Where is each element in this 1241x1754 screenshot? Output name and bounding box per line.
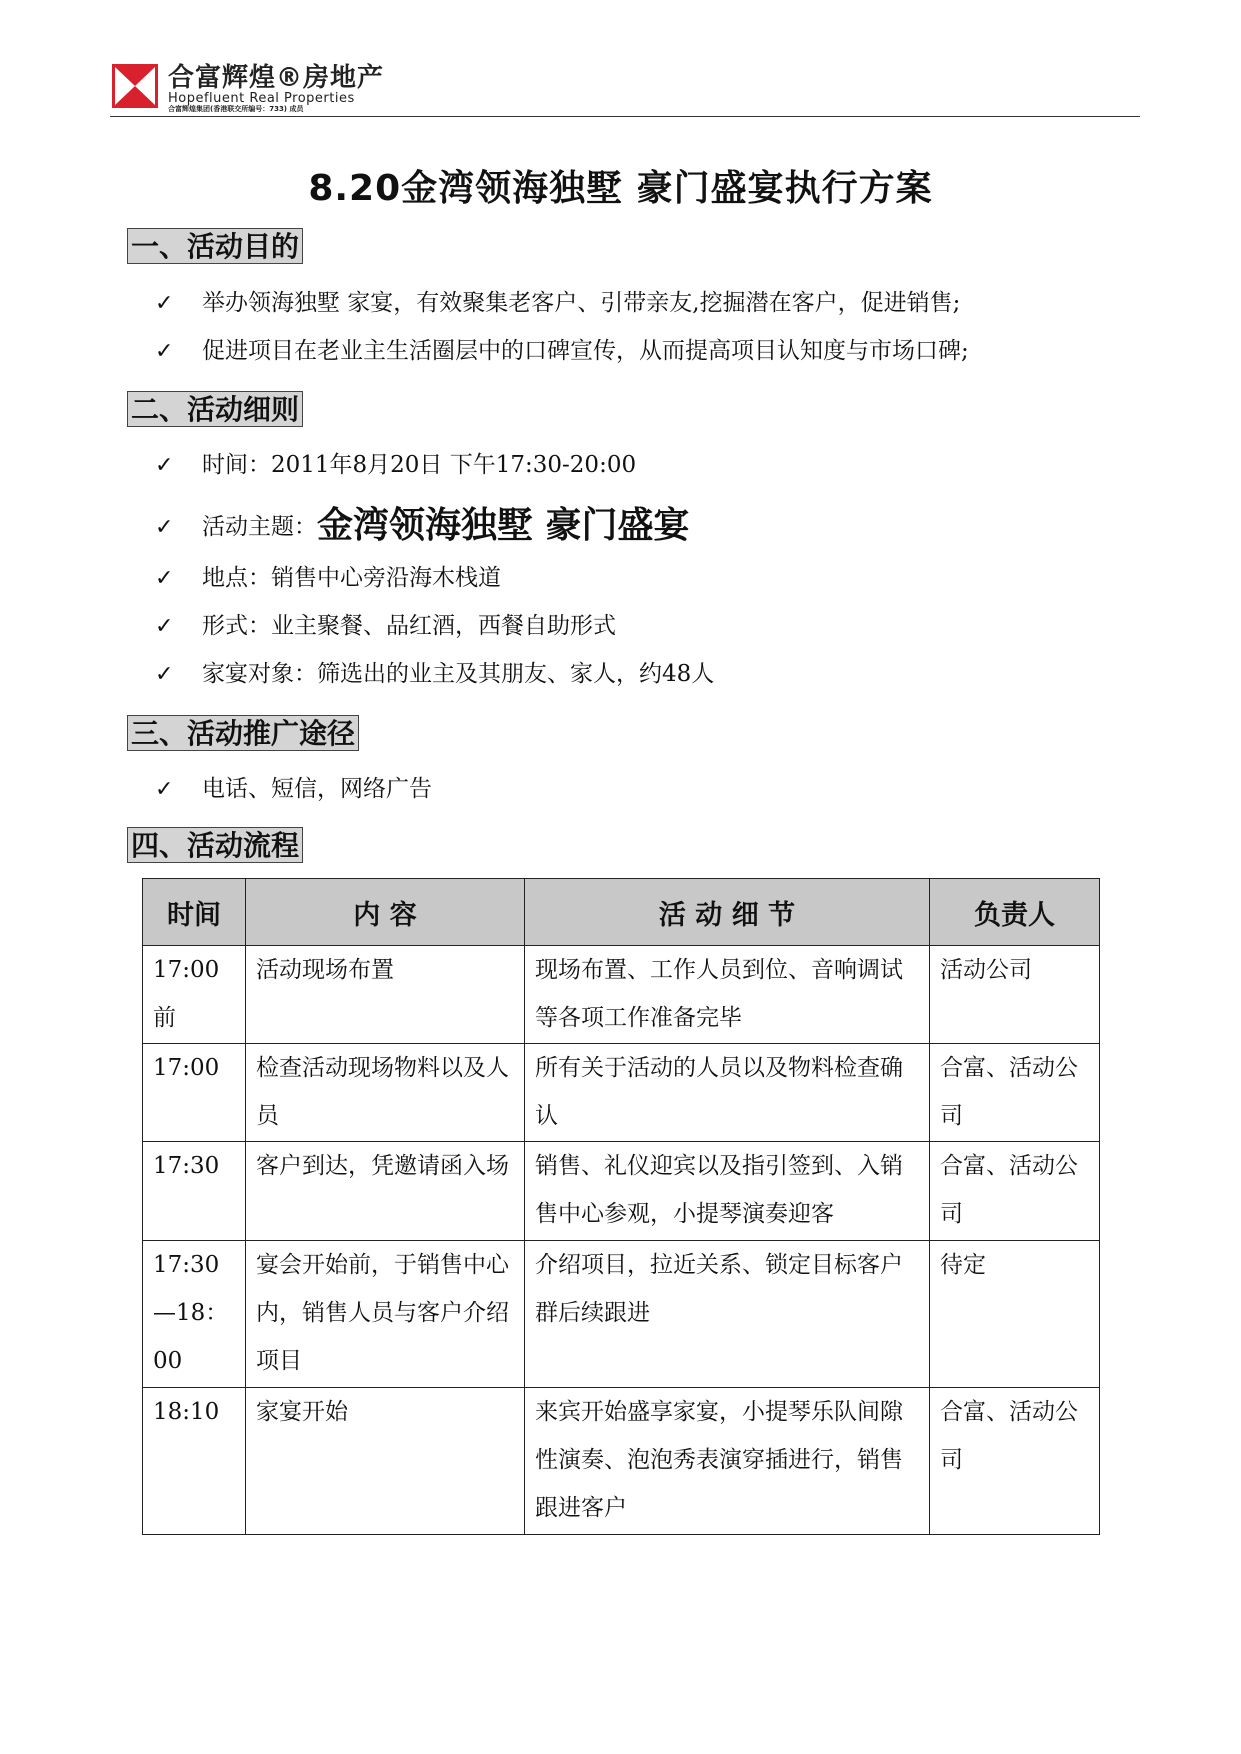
check-icon: ✓ xyxy=(155,339,174,364)
section-heading-purpose: 一、活动目的 xyxy=(127,228,303,264)
table-row xyxy=(143,1142,1100,1241)
check-icon: ✓ xyxy=(155,614,174,639)
cell-owner: 待定 xyxy=(930,1241,1100,1388)
check-icon: ✓ xyxy=(155,291,174,316)
bullet-item xyxy=(155,288,960,319)
column-header-time: 时间 xyxy=(143,879,246,946)
bullet-item xyxy=(155,336,969,367)
bullet-item xyxy=(155,659,714,690)
cell-time: 17:00前 xyxy=(143,946,246,1044)
cell-content: 活动现场布置 xyxy=(246,946,525,1044)
schedule-table xyxy=(142,878,1100,1535)
bullet-text: 地点：销售中心旁沿海木栈道 xyxy=(202,565,501,591)
cell-owner: 活动公司 xyxy=(930,946,1100,1044)
table-row xyxy=(143,1388,1100,1535)
check-icon: ✓ xyxy=(155,777,174,802)
hopefluent-logo-icon xyxy=(112,64,158,108)
column-header-details: 活 动 细 节 xyxy=(525,879,930,946)
cell-details: 来宾开始盛享家宴，小提琴乐队间隙性演奏、泡泡秀表演穿插进行，销售跟进客户 xyxy=(525,1388,930,1535)
cell-content: 客户到达，凭邀请函入场 xyxy=(246,1142,525,1241)
cell-time: 17:30—18：00 xyxy=(143,1241,246,1388)
brand-name-en: Hopefluent Real Properties xyxy=(168,91,355,106)
cell-owner: 合富、活动公司 xyxy=(930,1044,1100,1142)
brand-name-cn: 合富辉煌®房地产 xyxy=(168,63,385,93)
cell-time: 17:30 xyxy=(143,1142,246,1241)
table-row xyxy=(143,946,1100,1044)
cell-owner: 合富、活动公司 xyxy=(930,1388,1100,1535)
page-header xyxy=(110,60,1140,117)
bullet-text: 电话、短信，网络广告 xyxy=(202,776,432,802)
bullet-item xyxy=(155,563,501,594)
cell-details: 现场布置、工作人员到位、音响调试等各项工作准备完毕 xyxy=(525,946,930,1044)
bullet-text: 活动主题： xyxy=(202,514,317,540)
bullet-text: 促进项目在老业主生活圈层中的口碑宣传，从而提高项目认知度与市场口碑; xyxy=(202,338,969,364)
table-row xyxy=(143,1044,1100,1142)
bullet-text: 举办领海独墅 家宴，有效聚集老客户、引带亲友,挖掘潜在客户，促进销售; xyxy=(202,290,961,316)
event-theme: 金湾领海独墅 豪门盛宴 xyxy=(317,505,690,546)
section-heading-schedule: 四、活动流程 xyxy=(127,827,303,863)
table-row xyxy=(143,1241,1100,1388)
cell-details: 销售、礼仪迎宾以及指引签到、入销售中心参观，小提琴演奏迎客 xyxy=(525,1142,930,1241)
cell-content: 家宴开始 xyxy=(246,1388,525,1535)
bullet-item xyxy=(155,611,616,642)
bullet-text: 家宴对象：筛选出的业主及其朋友、家人，约48人 xyxy=(202,661,715,687)
cell-content: 检查活动现场物料以及人员 xyxy=(246,1044,525,1142)
table-header-row xyxy=(143,879,1100,946)
bullet-item xyxy=(155,505,690,546)
bullet-item xyxy=(155,774,432,805)
cell-details: 介绍项目，拉近关系、锁定目标客户群后续跟进 xyxy=(525,1241,930,1388)
cell-time: 17:00 xyxy=(143,1044,246,1142)
column-header-owner: 负责人 xyxy=(930,879,1100,946)
check-icon: ✓ xyxy=(155,566,174,591)
section-heading-promotion: 三、活动推广途径 xyxy=(127,715,359,751)
cell-time: 18:10 xyxy=(143,1388,246,1535)
cell-content: 宴会开始前，于销售中心内，销售人员与客户介绍项目 xyxy=(246,1241,525,1388)
bullet-text: 形式：业主聚餐、品红酒，西餐自助形式 xyxy=(202,613,616,639)
cell-owner: 合富、活动公司 xyxy=(930,1142,1100,1241)
check-icon: ✓ xyxy=(155,453,174,478)
bullet-text: 时间：2011年8月20日 下午17:30-20:00 xyxy=(202,452,637,478)
brand-subtitle: 合富辉煌集团(香港联交所编号：733) 成员 xyxy=(168,105,304,113)
check-icon: ✓ xyxy=(155,662,174,687)
column-header-content: 内 容 xyxy=(246,879,525,946)
bullet-item xyxy=(155,450,636,481)
cell-details: 所有关于活动的人员以及物料检查确认 xyxy=(525,1044,930,1142)
check-icon: ✓ xyxy=(155,515,174,540)
document-title: 8.20金湾领海独墅 豪门盛宴执行方案 xyxy=(308,168,933,209)
section-heading-details: 二、活动细则 xyxy=(127,391,303,427)
